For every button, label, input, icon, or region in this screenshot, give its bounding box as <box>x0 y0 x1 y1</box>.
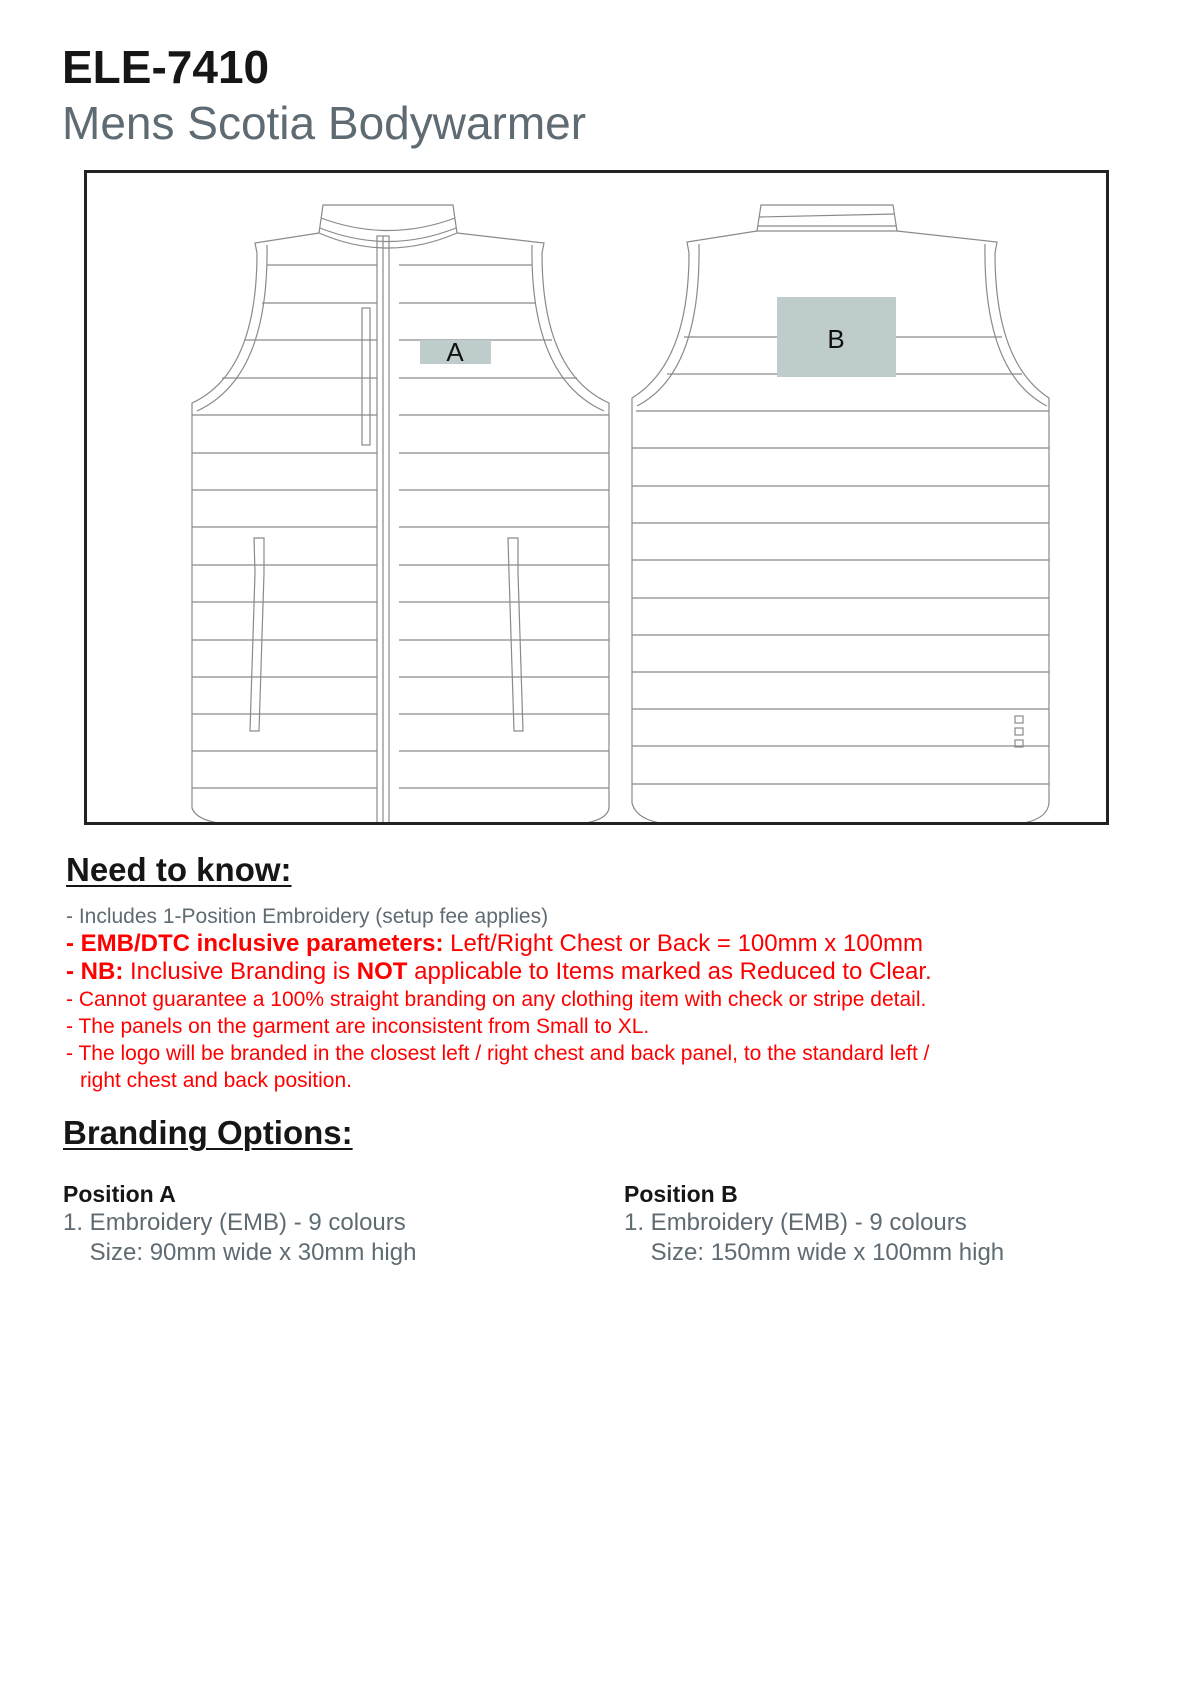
note-item <box>66 958 1126 986</box>
note-text: Left/Right Chest or Back = 100mm x 100mm <box>443 930 923 957</box>
note-item: - Includes 1-Position Embroidery (setup fee applies) <box>66 905 549 928</box>
position-title: Position B <box>624 1181 738 1207</box>
position-a-label: A <box>446 337 464 367</box>
position-b-details <box>624 1180 1004 1268</box>
position-size: Size: 150mm wide x 100mm high <box>624 1239 1005 1266</box>
note-text: Inclusive Branding is <box>123 958 357 985</box>
position-b-label: B <box>827 324 845 354</box>
position-a-details <box>63 1180 416 1268</box>
note-prefix: - NB: <box>66 958 124 985</box>
note-item: - Cannot guarantee a 100% straight branding on any clothing item with check or stripe detail. <box>66 988 927 1011</box>
product-name: Mens Scotia Bodywarmer <box>62 97 587 149</box>
need-to-know-list <box>66 903 1126 1094</box>
position-method: 1. Embroidery (EMB) - 9 colours <box>624 1209 967 1236</box>
need-to-know-heading: Need to know: <box>66 851 292 888</box>
branding-position-b <box>777 297 896 377</box>
note-item: - The panels on the garment are inconsistent from Small to XL. <box>66 1015 650 1038</box>
label-square-icon <box>1015 728 1023 735</box>
note-text: applicable to Items marked as Reduced to Clear. <box>407 958 932 985</box>
garment-diagram-frame <box>84 170 1109 825</box>
branding-options-heading: Branding Options: <box>63 1114 353 1151</box>
note-item <box>66 930 1126 958</box>
note-item: - The logo will be branded in the closest left / right chest and back panel, to the standard left / <box>66 1042 930 1065</box>
product-code: ELE-7410 <box>62 41 270 93</box>
garment-diagram <box>87 173 1106 822</box>
position-method: 1. Embroidery (EMB) - 9 colours <box>63 1209 406 1236</box>
note-prefix: - EMB/DTC inclusive parameters: <box>66 930 444 957</box>
note-emphasis: NOT <box>356 958 408 985</box>
branding-position-a <box>420 337 491 367</box>
note-item-continuation: right chest and back position. <box>80 1069 352 1092</box>
position-title: Position A <box>63 1181 176 1207</box>
label-square-icon <box>1015 716 1023 723</box>
position-size: Size: 90mm wide x 30mm high <box>63 1239 417 1266</box>
front-vest <box>192 205 609 822</box>
